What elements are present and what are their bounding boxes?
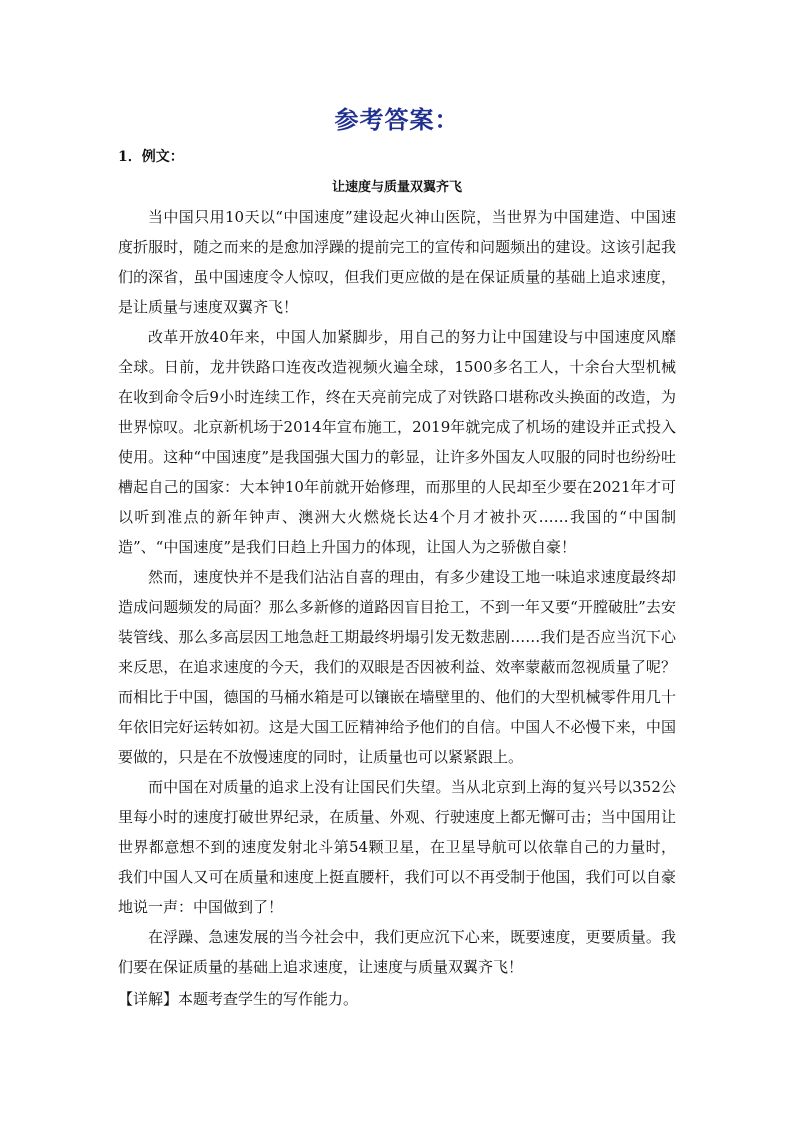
answer-heading: 参考答案：	[334, 106, 460, 134]
essay-title: 让速度与质量双翼齐飞	[331, 180, 462, 195]
detail-label: 【详解】	[118, 990, 179, 1008]
essay-paragraph: 在浮躁、急速发展的当今社会中，我们更应沉下心来，既要速度，更要质量。我们要在保证质量的基础上追求速度，让速度与质量双翼齐飞！	[118, 928, 676, 976]
detail-text: 本题考查学生的写作能力。	[178, 990, 359, 1008]
essay-paragraph: 而中国在对质量的追求上没有让国民们失望。当从北京到上海的复兴号以352公里每小时的速度打破世界纪录，在质量、外观、行驶速度上都无懈可击；当中国用让世界都意想不到的速度发射北斗第54颗卫星，在卫星导航可以依靠自己的力量时，我们中国人又可在质量和速度上挺直腰杆，我们可以不再受制于他国，我们可以自豪地说一声：中国做到了！	[118, 778, 676, 916]
question-label	[118, 146, 184, 166]
question-number: 1．	[118, 149, 142, 165]
essay-paragraph: 改革开放40年来，中国人加紧脚步，用自己的努力让中国建设与中国速度风靡全球。日前，龙井铁路口连夜改造视频火遍全球，1500多名工人，十余台大型机械在收到命令后9小时连续工作，终在天亮前完成了对铁路口堪称改头换面的改造，为世界惊叹。北京新机场于2014年宣布施工，2019年就完成了机场的建设并正式投入使用。这种“中国速度”是我国强大国力的彰显，让许多外国友人叹服的同时也纷纷吐槽起自己的国家：大本钟10年前就开始修理，而那里的人民却至少要在2021年才可以听到准点的新年钟声、澳洲大火燃烧长达4个月才被扑灭……我国的“中国制造”、“中国速度”是我们日趋上升国力的体现，让国人为之骄傲自豪！	[118, 328, 676, 556]
detail-line	[118, 984, 358, 1014]
essay-paragraph: 然而，速度快并不是我们沾沾自喜的理由，有多少建设工地一味追求速度最终却造成问题频发的局面？那么多新修的道路因盲目抢工，不到一年又要“开膛破肚”去安装管线、那么多高层因工地急赶工期最终坍塌引发无数悲剧……我们是否应当沉下心来反思，在追求速度的今天，我们的双眼是否因被利益、效率蒙蔽而忽视质量了呢？而相比于中国，德国的马桶水箱是可以镶嵌在墙壁里的、他们的大型机械零件用几十年依旧完好运转如初。这是大国工匠精神给予他们的自信。中国人不必慢下来，中国要做的，只是在不放慢速度的同时，让质量也可以紧紧跟上。	[118, 568, 676, 766]
example-label: 例文：	[141, 149, 184, 165]
essay-paragraph: 当中国只用10天以“中国速度”建设起火神山医院，当世界为中国建造、中国速度折服时，随之而来的是愈加浮躁的提前完工的宣传和问题频出的建设。这该引起我们的深省，虽中国速度令人惊叹，但我们更应做的是在保证质量的基础上追求速度，是让质量与速度双翼齐飞！	[118, 208, 676, 316]
essay-body	[118, 202, 676, 982]
